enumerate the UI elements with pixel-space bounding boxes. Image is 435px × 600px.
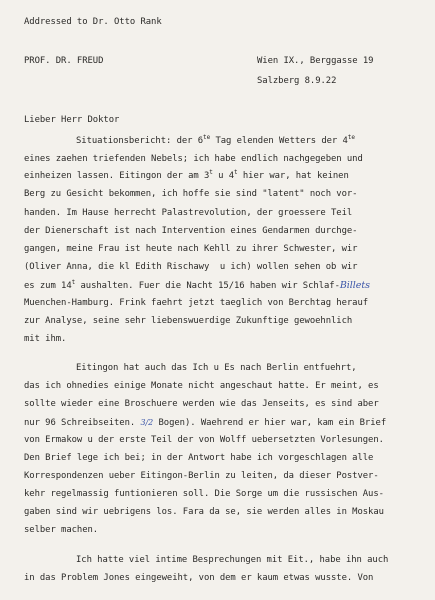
p1-line-2: eines zaehen triefenden Nebels; ich habe endlich nachgegeben und: [24, 154, 363, 164]
p2-line-2: das ich ohnedies einige Monate nicht angeschaut hatte. Er meint, es: [24, 381, 379, 391]
sender-address: Wien IX., Berggasse 19: [257, 56, 374, 66]
p2-line-8: kehr regelmassig funtionieren soll. Die Sorge um die russischen Aus-: [24, 489, 384, 499]
p2-line-6: Den Brief lege ich bei; in der Antwort habe ich vorgeschlagen alle: [24, 453, 374, 463]
addressed-note: Addressed to Dr. Otto Rank: [24, 17, 162, 27]
p1-line-3: einheizen lassen. Eitingon der am 3$^t$ u 4$^t$ hier war, hat keinen: [24, 169, 349, 181]
handwritten-billets: Billets: [339, 280, 370, 291]
p3-line-1: Ich hatte viel intime Besprechungen mit Eit., habe ihn auch: [76, 555, 389, 565]
p2-line-1: Eitingon hat auch das Ich u Es nach Berlin entfuehrt,: [76, 363, 357, 373]
p1-line-11: zur Analyse, seine sehr liebenswuerdige Zukunftige gewoehnlich: [24, 316, 353, 326]
p1-line-1: Situationsbericht: der $6^{te}$ Tag elenden Wetters der $4^{te}$: [76, 134, 355, 146]
p1-line-5: handen. Im Hause herrecht Palastrevolution, der groessere Teil: [24, 208, 353, 218]
sender-name: PROF. DR. FREUD: [24, 56, 104, 66]
p2-line-9: gaben sind wir uebrigens los. Fara da se, sie werden alles in Moskau: [24, 507, 384, 517]
p2-line-5: von Ermakow u der erste Teil der von Wolff uebersetzten Vorlesungen.: [24, 435, 384, 445]
p1-line-8: (Oliver Anna, die kl Edith Rischawy u ich) wollen sehen ob wir: [24, 262, 358, 272]
p1-line-6: der Dienerschaft ist nach Intervention eines Gendarmen durchge-: [24, 226, 358, 236]
handwritten-fraction: 3/2: [140, 418, 154, 427]
p1-line-9: es zum 14$^t$ aushalten. Fuer die Nacht 15/16 haben wir Schlaf-Billets: [24, 279, 370, 291]
p1-line-4: Berg zu Gesicht bekommen, ich hoffe sie sind "latent" noch vor-: [24, 189, 358, 199]
p3-line-2: in das Problem Jones eingeweiht, von dem er kaum etwas wusste. Von: [24, 573, 374, 583]
salutation: Lieber Herr Doktor: [24, 115, 120, 125]
place-date: Salzberg 8.9.22: [257, 76, 337, 86]
p2-line-3: sollte wieder eine Broschuere werden wie das Jenseits, es sind aber: [24, 399, 379, 409]
p1-line-10: Muenchen-Hamburg. Frink faehrt jetzt taeglich von Berchtag herauf: [24, 298, 369, 308]
p2-line-4: nur 96 Schreibseiten. 3/2 Bogen). Waehrend er hier war, kam ein Brief: [24, 418, 387, 428]
p1-line-12: mit ihm.: [24, 334, 67, 344]
p1-line-7: gangen, meine Frau ist heute nach Kehll zu ihrer Schwester, wir: [24, 244, 358, 254]
p2-line-7: Korrespondenzen ueber Eitingon-Berlin zu leiten, da dieser Postver-: [24, 471, 379, 481]
p2-line-10: selber machen.: [24, 525, 99, 535]
